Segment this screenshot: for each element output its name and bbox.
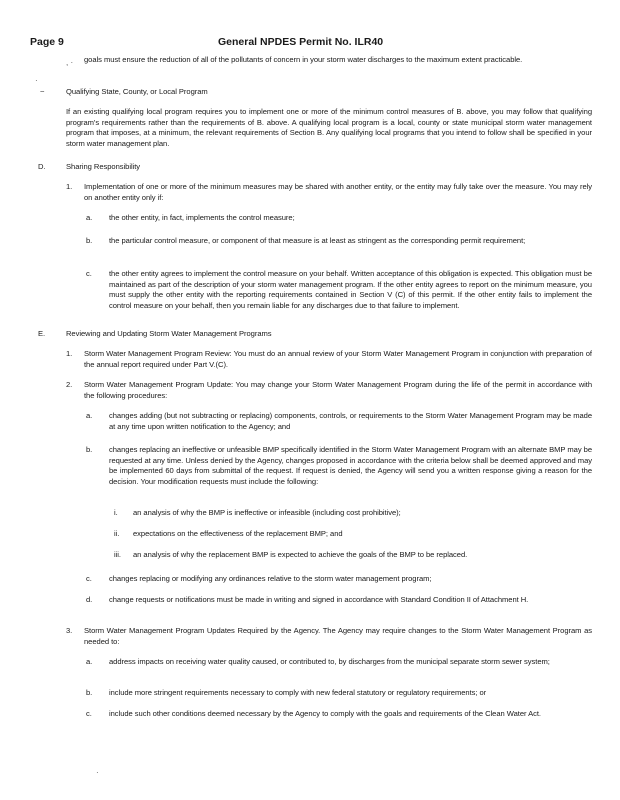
e2-sub-a-text: changes adding (but not subtracting or replacing) components, controls, or requirements to the Storm Water Management Program may be made at any time upon written notification to the Agency; and [109, 411, 592, 431]
e2-sub-d-letter: d. [86, 595, 93, 604]
e2-sub-b-letter: b. [86, 445, 93, 454]
section-c-heading: Qualifying State, County, or Local Program [66, 87, 208, 96]
e2-sub-c-letter: c. [86, 574, 92, 583]
e-item3-number: 3. [66, 626, 73, 635]
section-c-body: If an existing qualifying local program requires you to implement one or more of the minimum control measures of B. above, you may follow that qualifying program's requirements rather than the requirements of B. above. A qualifying local program is a local, county or state municipal storm water management program that imposes, at a minimum, the relevant requirements of Section B. Any qualifying local programs that you intend to follow shall be specified in your storm water management plan. [66, 107, 592, 148]
d-item1-text: Implementation of one or more of the minimum measures may be shared with another entity, or the entity may fully take over the measure. You may rely on another entity only if: [84, 182, 592, 202]
d-item1-number: 1. [66, 182, 73, 191]
d-sub-b-text: the particular control measure, or component of that measure is at least as stringent as the corresponding permit requirement; [109, 236, 526, 245]
e2-sub-b-text: changes replacing an ineffective or unfeasible BMP specifically identified in the Storm Water Management Program with an alternate BMP may be requested at any time. Unless denied by the Agency, changes proposed in accordance with the criteria below shall be deemed approved and may be implemented 60 days from submittal of the request. If request is denied, the Agency will send you a written response giving a reason for the decision. Your modification requests must include the following: [109, 445, 592, 486]
scan-speck: · [96, 768, 99, 777]
e-item2-text: Storm Water Management Program Update: You may change your Storm Water Management Program during the life of the permit in accordance with the following procedures: [84, 380, 592, 400]
scan-speck: · [35, 76, 38, 85]
e-item1-text: Storm Water Management Program Review: You must do an annual review of your Storm Water Management Program in conjunction with preparation of the annual report required under Part V.(C). [84, 349, 592, 369]
e3-sub-c-text: include such other conditions deemed necessary by the Agency to comply with the goals and requirements of the Clean Water Act. [109, 709, 541, 718]
e2-roman-i-number: i. [114, 508, 118, 517]
section-c-marker: ~ [40, 87, 45, 96]
page-title: General NPDES Permit No. ILR40 [218, 36, 384, 48]
d-sub-a-letter: a. [86, 213, 93, 222]
e3-sub-b-letter: b. [86, 688, 93, 697]
e2-roman-ii-text: expectations on the effectiveness of the replacement BMP; and [133, 529, 343, 538]
e-item2-number: 2. [66, 380, 73, 389]
e3-sub-b-text: include more stringent requirements necessary to comply with new federal statutory or regulatory requirements; or [109, 688, 487, 697]
section-d-marker: D. [38, 162, 46, 171]
d-sub-c-text: the other entity agrees to implement the control measure on your behalf. Written acceptance of this obligation is expected. This obligation must be maintained as part of the description of your storm water management program. If the other entity agrees to report on the minimum measure, you must supply the other entity with the reporting requirements contained in Section V (C) of this permit. If the other entity fails to implement the control measure on your behalf, then you remain liable for any discharges due to that failure to implement. [109, 269, 592, 310]
e-item3-text: Storm Water Management Program Updates Required by the Agency. The Agency may require changes to the Storm Water Management Program as needed to: [84, 626, 592, 646]
e2-roman-i-text: an analysis of why the BMP is ineffective or infeasible (including cost prohibitive); [133, 508, 401, 517]
e2-roman-iii-text: an analysis of why the replacement BMP is expected to achieve the goals of the BMP to be replaced. [133, 550, 468, 559]
d-sub-b-letter: b. [86, 236, 93, 245]
d-sub-a-text: the other entity, in fact, implements the control measure; [109, 213, 295, 222]
e2-roman-ii-number: ii. [114, 529, 120, 538]
section-e-marker: E. [38, 329, 46, 338]
section-d-heading: Sharing Responsibility [66, 162, 141, 171]
e3-sub-c-letter: c. [86, 709, 92, 718]
e-item1-number: 1. [66, 349, 73, 358]
intro-continuation: goals must ensure the reduction of all of the pollutants of concern in your storm water discharges to the maximum extent practicable. [84, 55, 523, 64]
d-sub-c-letter: c. [86, 269, 92, 278]
e3-sub-a-text: address impacts on receiving water quality caused, or contributed to, by discharges from the municipal separate storm sewer system; [109, 657, 550, 666]
e2-sub-a-letter: a. [86, 411, 93, 420]
e2-sub-c-text: changes replacing or modifying any ordinances relative to the storm water management program; [109, 574, 432, 583]
e2-roman-iii-number: iii. [114, 550, 121, 559]
e2-sub-d-text: change requests or notifications must be made in writing and signed in accordance with Standard Condition II of Attachment H. [109, 595, 529, 604]
page-number: Page 9 [30, 36, 64, 48]
section-e-heading: Reviewing and Updating Storm Water Management Programs [66, 329, 272, 338]
scan-speck: , · [66, 58, 74, 67]
e3-sub-a-letter: a. [86, 657, 93, 666]
